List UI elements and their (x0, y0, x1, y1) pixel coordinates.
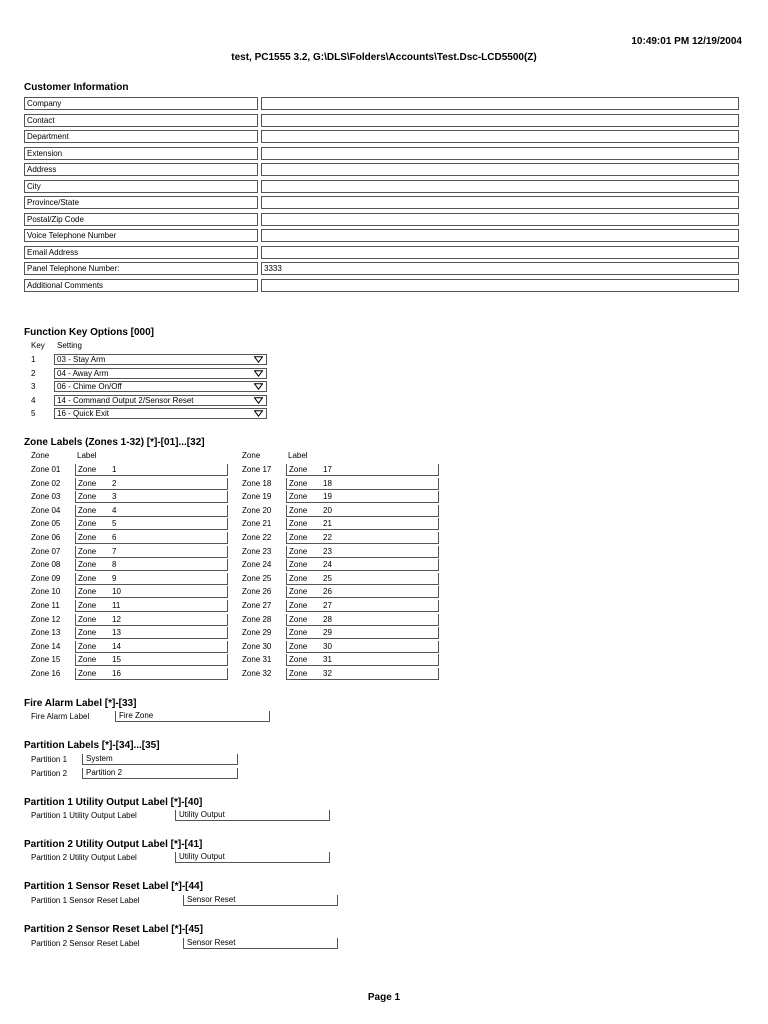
zone-name: Zone 23 (242, 546, 272, 556)
p1-sensor-label: Partition 1 Sensor Reset Label (31, 896, 140, 905)
zone-label-field[interactable] (286, 586, 439, 598)
zone-name: Zone 24 (242, 560, 272, 570)
document-title: test, PC1555 3.2, G:\DLS\Folders\Accounts\Test.Dsc-LCD5500(Z) (231, 52, 537, 63)
zone-name: Zone 19 (242, 492, 272, 502)
zone-name: Zone 03 (31, 492, 61, 502)
zone-label-field[interactable] (286, 546, 439, 558)
zone-label-field[interactable] (286, 614, 439, 626)
function-key-setting: 16 - Quick Exit (57, 409, 110, 418)
zone-label-field[interactable] (75, 532, 228, 544)
zone-label-text: Zone (78, 560, 97, 570)
zone-label-number: 18 (323, 478, 332, 488)
function-key-number: 2 (31, 368, 36, 378)
zone-name: Zone 27 (242, 601, 272, 610)
zone-label-text: Zone (78, 641, 97, 651)
function-keys-key-header: Key (31, 341, 45, 350)
customer-field-label: Postal/Zip Code (24, 213, 258, 226)
zone-label-field[interactable] (286, 654, 439, 666)
function-key-select[interactable] (54, 354, 267, 365)
p2-utility-label: Partition 2 Utility Output Label (31, 853, 137, 862)
zone-label-text: Zone (289, 669, 308, 678)
customer-field-input[interactable]: 3333 (261, 262, 739, 275)
p1-utility-field[interactable]: Utility Output (175, 810, 330, 821)
zone-name: Zone 02 (31, 478, 61, 488)
zone-label-text: Zone (289, 614, 308, 624)
zone-col-header-left: Zone (31, 451, 50, 460)
zone-label-text: Zone (289, 655, 308, 665)
zone-label-text: Zone (78, 505, 97, 515)
chevron-down-icon[interactable] (254, 383, 263, 390)
chevron-down-icon[interactable] (254, 397, 263, 404)
zone-name: Zone 09 (31, 573, 61, 583)
fire-alarm-label: Fire Alarm Label (31, 712, 90, 721)
zone-label-field[interactable] (75, 586, 228, 598)
function-key-number: 4 (31, 395, 36, 405)
chevron-down-icon[interactable] (254, 370, 263, 377)
zone-name: Zone 26 (242, 587, 272, 597)
zone-label-field[interactable] (286, 641, 439, 653)
zone-name: Zone 05 (31, 519, 61, 529)
zone-name: Zone 29 (242, 628, 272, 638)
function-key-setting: 04 - Away Arm (57, 368, 109, 378)
zone-name: Zone 11 (31, 601, 60, 610)
zone-label-field[interactable] (286, 518, 439, 530)
function-key-select[interactable] (54, 395, 267, 406)
zone-label-number: 13 (112, 628, 121, 638)
zone-label-number: 26 (323, 587, 332, 597)
zone-label-field[interactable] (286, 600, 439, 612)
partition-2-label: Partition 2 (31, 769, 68, 778)
zone-name: Zone 17 (242, 465, 272, 474)
zone-name: Zone 22 (242, 533, 272, 542)
customer-field-input[interactable] (261, 196, 739, 209)
zone-label-number: 27 (323, 601, 332, 610)
zone-name: Zone 06 (31, 533, 61, 542)
zone-label-text: Zone (289, 628, 308, 638)
customer-field-label: Department (24, 130, 258, 143)
zone-name: Zone 18 (242, 478, 272, 488)
zone-label-text: Zone (78, 465, 97, 474)
zone-label-field[interactable] (75, 546, 228, 558)
chevron-down-icon[interactable] (254, 410, 263, 417)
zone-label-text: Zone (289, 546, 308, 556)
zone-label-field[interactable] (286, 668, 439, 680)
zone-name: Zone 32 (242, 669, 272, 678)
zone-label-text: Zone (78, 601, 97, 610)
function-key-setting: 03 - Stay Arm (57, 355, 106, 364)
zone-label-number: 29 (323, 628, 332, 638)
zone-name: Zone 14 (31, 641, 61, 651)
zone-label-number: 32 (323, 669, 332, 678)
zone-label-number: 19 (323, 492, 332, 502)
zone-label-field[interactable] (286, 559, 439, 571)
zone-label-field[interactable] (286, 573, 439, 585)
zone-label-number: 14 (112, 641, 121, 651)
p1-sensor-title: Partition 1 Sensor Reset Label [*]-[44] (24, 881, 203, 892)
zone-label-text: Zone (78, 587, 97, 597)
p1-utility-title: Partition 1 Utility Output Label [*]-[40] (24, 797, 203, 808)
zone-label-text: Zone (289, 465, 308, 474)
zone-label-text: Zone (78, 573, 97, 583)
zone-label-number: 28 (323, 614, 332, 624)
report-timestamp: 10:49:01 PM 12/19/2004 (631, 36, 742, 47)
function-key-setting: 14 - Command Output 2/Sensor Reset (57, 395, 194, 405)
zone-label-number: 6 (112, 533, 117, 542)
partition-1-field[interactable]: System (82, 754, 238, 765)
zone-label-field[interactable] (75, 559, 228, 571)
zone-name: Zone 10 (31, 587, 61, 597)
zone-name: Zone 08 (31, 560, 61, 570)
customer-field-input[interactable] (261, 279, 739, 292)
zone-label-field[interactable] (75, 614, 228, 626)
fire-alarm-field[interactable]: Fire Zone (115, 711, 270, 722)
zone-label-number: 2 (112, 478, 117, 488)
zone-labels-title: Zone Labels (Zones 1-32) [*]-[01]...[32] (24, 437, 205, 448)
zone-label-number: 31 (323, 655, 332, 665)
function-key-setting: 06 - Chime On/Off (57, 382, 122, 391)
customer-field-label: Contact (24, 114, 258, 127)
zone-label-field[interactable] (75, 641, 228, 653)
zone-label-field[interactable] (286, 478, 439, 490)
p1-sensor-field[interactable]: Sensor Reset (183, 895, 338, 906)
zone-label-text: Zone (289, 587, 308, 597)
customer-field-input[interactable] (261, 97, 739, 110)
zone-name: Zone 30 (242, 641, 272, 651)
zone-label-number: 16 (112, 669, 121, 678)
zone-label-number: 9 (112, 573, 117, 583)
customer-field-label: Voice Telephone Number (24, 229, 258, 242)
zone-name: Zone 01 (31, 465, 61, 474)
zone-name: Zone 20 (242, 505, 272, 515)
p2-utility-field[interactable]: Utility Output (175, 852, 330, 863)
zone-name: Zone 21 (242, 519, 272, 529)
zone-label-number: 23 (323, 546, 332, 556)
customer-field-input[interactable] (261, 163, 739, 176)
p2-utility-title: Partition 2 Utility Output Label [*]-[41] (24, 839, 203, 850)
zone-label-number: 15 (112, 655, 121, 665)
zone-label-field[interactable] (75, 491, 228, 503)
customer-field-label: Province/State (24, 196, 258, 209)
zone-label-number: 22 (323, 533, 332, 542)
customer-field-label: Company (24, 97, 258, 110)
zone-label-text: Zone (78, 669, 97, 678)
zone-name: Zone 31 (242, 655, 272, 665)
zone-name: Zone 25 (242, 573, 272, 583)
page-number: Page 1 (367, 992, 401, 1003)
customer-field-label: City (24, 180, 258, 193)
zone-label-text: Zone (78, 519, 97, 529)
customer-field-label: Additional Comments (24, 279, 258, 292)
p2-sensor-label: Partition 2 Sensor Reset Label (31, 939, 140, 948)
zone-label-text: Zone (289, 601, 308, 610)
zone-label-text: Zone (78, 614, 97, 624)
customer-field-label: Address (24, 163, 258, 176)
zone-label-text: Zone (289, 560, 308, 570)
zone-name: Zone 13 (31, 628, 61, 638)
customer-field-label: Extension (24, 147, 258, 160)
customer-field-input[interactable] (261, 180, 739, 193)
partition-1-label: Partition 1 (31, 755, 68, 764)
zone-label-field[interactable] (75, 478, 228, 490)
zone-label-field[interactable] (75, 573, 228, 585)
zone-label-number: 12 (112, 614, 121, 624)
zone-name: Zone 15 (31, 655, 61, 665)
zone-label-text: Zone (289, 478, 308, 488)
zone-label-number: 20 (323, 505, 332, 515)
function-key-select[interactable] (54, 368, 267, 379)
zone-label-text: Zone (78, 546, 97, 556)
zone-label-text: Zone (289, 533, 308, 542)
zone-label-field[interactable] (75, 600, 228, 612)
function-key-select[interactable] (54, 408, 267, 419)
function-key-number: 5 (31, 409, 36, 418)
zone-label-number: 8 (112, 560, 117, 570)
zone-label-number: 7 (112, 546, 117, 556)
zone-label-number: 21 (323, 519, 332, 529)
chevron-down-icon[interactable] (254, 356, 263, 363)
label-col-header-left: Label (77, 451, 97, 460)
customer-info-title: Customer Information (24, 82, 129, 93)
zone-label-text: Zone (289, 641, 308, 651)
zone-label-field[interactable] (286, 464, 439, 476)
zone-label-number: 4 (112, 505, 117, 515)
fire-alarm-title: Fire Alarm Label [*]-[33] (24, 698, 137, 709)
zone-label-text: Zone (78, 628, 97, 638)
zone-label-text: Zone (78, 655, 97, 665)
p1-utility-label: Partition 1 Utility Output Label (31, 811, 137, 820)
zone-label-field[interactable] (75, 654, 228, 666)
zone-label-field[interactable] (75, 627, 228, 639)
function-key-number: 3 (31, 382, 36, 391)
zone-name: Zone 28 (242, 614, 272, 624)
p2-sensor-title: Partition 2 Sensor Reset Label [*]-[45] (24, 924, 203, 935)
zone-label-number: 5 (112, 519, 117, 529)
customer-field-label: Email Address (24, 246, 258, 259)
zone-label-field[interactable] (286, 532, 439, 544)
zone-label-number: 1 (112, 465, 117, 474)
zone-label-field[interactable] (286, 627, 439, 639)
zone-label-text: Zone (289, 492, 308, 502)
p2-sensor-field[interactable]: Sensor Reset (183, 938, 338, 949)
zone-label-text: Zone (78, 533, 97, 542)
customer-field-input[interactable] (261, 229, 739, 242)
zone-label-field[interactable] (75, 505, 228, 517)
zone-label-field[interactable] (75, 668, 228, 680)
zone-label-number: 17 (323, 465, 332, 474)
function-key-select[interactable] (54, 381, 267, 392)
zone-label-number: 10 (112, 587, 121, 597)
customer-field-input[interactable] (261, 246, 739, 259)
zone-label-text: Zone (289, 573, 308, 583)
zone-label-text: Zone (289, 505, 308, 515)
customer-field-input[interactable] (261, 213, 739, 226)
zone-label-number: 3 (112, 492, 117, 502)
function-key-number: 1 (31, 355, 36, 364)
zone-label-text: Zone (289, 519, 308, 529)
function-keys-title: Function Key Options [000] (24, 327, 155, 338)
function-keys-setting-header: Setting (57, 341, 82, 350)
zone-label-text: Zone (78, 478, 97, 488)
partition-labels-title: Partition Labels [*]-[34]...[35] (24, 740, 160, 751)
zone-label-number: 30 (323, 641, 332, 651)
zone-col-header-right: Zone (242, 451, 261, 460)
zone-label-text: Zone (78, 492, 97, 502)
zone-label-field[interactable] (286, 505, 439, 517)
label-col-header-right: Label (288, 451, 308, 460)
customer-field-input[interactable] (261, 114, 739, 127)
customer-field-input[interactable] (261, 130, 739, 143)
zone-name: Zone 07 (31, 546, 61, 556)
zone-name: Zone 04 (31, 505, 61, 515)
zone-name: Zone 16 (31, 669, 61, 678)
partition-2-field[interactable]: Partition 2 (82, 768, 238, 779)
zone-label-number: 24 (323, 560, 332, 570)
customer-field-label: Panel Telephone Number: (24, 262, 258, 275)
zone-label-field[interactable] (75, 518, 228, 530)
customer-field-input[interactable] (261, 147, 739, 160)
zone-label-number: 25 (323, 573, 332, 583)
zone-label-field[interactable] (75, 464, 228, 476)
zone-label-field[interactable] (286, 491, 439, 503)
zone-name: Zone 12 (31, 614, 61, 624)
zone-label-number: 11 (112, 601, 121, 610)
